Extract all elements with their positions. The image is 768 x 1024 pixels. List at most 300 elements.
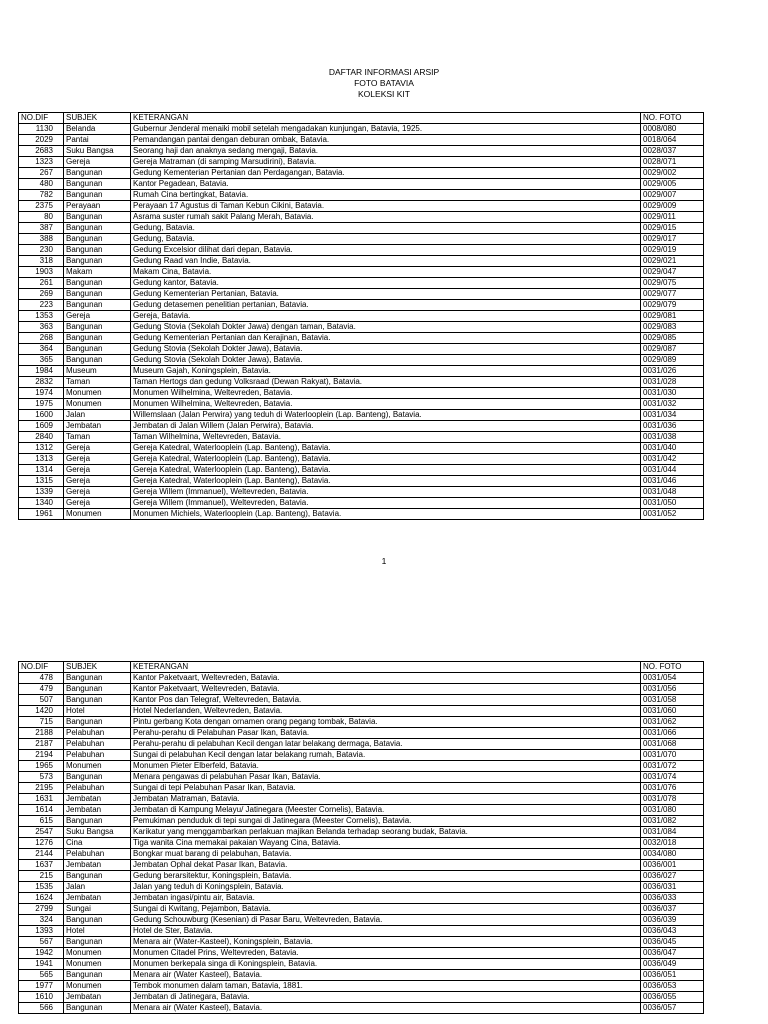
cell-keterangan: Museum Gajah, Koningsplein, Batavia. [131, 366, 641, 377]
cell-subjek: Bangunan [64, 1003, 131, 1014]
table-row [19, 981, 704, 992]
column-header-subjek: SUBJEK [64, 113, 131, 124]
table-row [19, 476, 704, 487]
cell-no-foto: 0036/039 [641, 915, 704, 926]
cell-keterangan: Monumen Wilhelmina, Weltevreden, Batavia. [131, 388, 641, 399]
cell-no-foto: 0029/015 [641, 223, 704, 234]
cell-keterangan: Kantor Paketvaart, Weltevreden, Batavia. [131, 673, 641, 684]
table-row [19, 728, 704, 739]
table-row [19, 849, 704, 860]
table-row [19, 926, 704, 937]
cell-subjek: Bangunan [64, 684, 131, 695]
cell-no-foto: 0031/032 [641, 399, 704, 410]
cell-no-foto: 0031/042 [641, 454, 704, 465]
cell-no-dif: 363 [19, 322, 64, 333]
cell-no-dif: 267 [19, 168, 64, 179]
cell-no-foto: 0031/076 [641, 783, 704, 794]
table-row [19, 487, 704, 498]
cell-no-dif: 1420 [19, 706, 64, 717]
cell-no-foto: 0031/082 [641, 816, 704, 827]
cell-keterangan: Sungai di Kwitang, Pejambon, Batavia. [131, 904, 641, 915]
document-header [0, 67, 768, 100]
cell-keterangan: Taman Hertogs dan gedung Volksraad (Dewan Rakyat), Batavia. [131, 377, 641, 388]
cell-subjek: Bangunan [64, 695, 131, 706]
table-row [19, 454, 704, 465]
table-row [19, 179, 704, 190]
cell-keterangan: Gedung kantor, Batavia. [131, 278, 641, 289]
cell-subjek: Bangunan [64, 344, 131, 355]
cell-no-dif: 324 [19, 915, 64, 926]
cell-keterangan: Seorang haji dan anaknya sedang mengaji, Batavia. [131, 146, 641, 157]
header-collection: KOLEKSI KIT [358, 89, 410, 99]
table-row [19, 739, 704, 750]
table-row [19, 443, 704, 454]
cell-no-dif: 1339 [19, 487, 64, 498]
cell-subjek: Jembatan [64, 893, 131, 904]
cell-no-foto: 0031/040 [641, 443, 704, 454]
header-title: DAFTAR INFORMASI ARSIP [328, 67, 440, 77]
cell-keterangan: Gereja, Batavia. [131, 311, 641, 322]
cell-subjek: Museum [64, 366, 131, 377]
table-row [19, 388, 704, 399]
cell-subjek: Cina [64, 838, 131, 849]
cell-no-dif: 615 [19, 816, 64, 827]
cell-no-foto: 0031/036 [641, 421, 704, 432]
cell-no-foto: 0036/031 [641, 882, 704, 893]
cell-keterangan: Jembatan di Jatinegara, Batavia. [131, 992, 641, 1003]
cell-keterangan: Jalan yang teduh di Koningsplein, Batavia. [131, 882, 641, 893]
cell-no-dif: 1600 [19, 410, 64, 421]
cell-no-foto: 0031/052 [641, 509, 704, 520]
cell-keterangan: Tiga wanita Cina memakai pakaian Wayang Cina, Batavia. [131, 838, 641, 849]
cell-no-dif: 479 [19, 684, 64, 695]
cell-subjek: Hotel [64, 926, 131, 937]
table-row [19, 432, 704, 443]
cell-no-dif: 1340 [19, 498, 64, 509]
cell-no-foto: 0028/037 [641, 146, 704, 157]
cell-no-dif: 1610 [19, 992, 64, 1003]
cell-no-dif: 215 [19, 871, 64, 882]
cell-keterangan: Kantor Pegadean, Batavia. [131, 179, 641, 190]
cell-no-dif: 318 [19, 256, 64, 267]
cell-no-dif: 565 [19, 970, 64, 981]
cell-keterangan: Hotel de Ster, Batavia. [131, 926, 641, 937]
table-row [19, 322, 704, 333]
cell-no-dif: 387 [19, 223, 64, 234]
cell-no-dif: 2375 [19, 201, 64, 212]
cell-no-foto: 0036/037 [641, 904, 704, 915]
cell-no-dif: 269 [19, 289, 64, 300]
table-row [19, 805, 704, 816]
table-row [19, 871, 704, 882]
cell-subjek: Bangunan [64, 871, 131, 882]
cell-keterangan: Sungai di pelabuhan Kecil dengan latar belakang rumah, Batavia. [131, 750, 641, 761]
cell-no-dif: 1535 [19, 882, 64, 893]
cell-no-dif: 1313 [19, 454, 64, 465]
table-row [19, 355, 704, 366]
cell-subjek: Belanda [64, 124, 131, 135]
cell-subjek: Bangunan [64, 300, 131, 311]
cell-subjek: Monumen [64, 509, 131, 520]
cell-no-dif: 223 [19, 300, 64, 311]
cell-keterangan: Perahu-perahu di Pelabuhan Pasar Ikan, Batavia. [131, 728, 641, 739]
cell-subjek: Jalan [64, 882, 131, 893]
cell-subjek: Taman [64, 377, 131, 388]
archive-table-page-1 [18, 112, 704, 520]
cell-no-foto: 0029/021 [641, 256, 704, 267]
cell-no-dif: 1276 [19, 838, 64, 849]
cell-no-foto: 0029/011 [641, 212, 704, 223]
cell-no-foto: 0036/045 [641, 937, 704, 948]
table-row [19, 794, 704, 805]
cell-no-foto: 0036/027 [641, 871, 704, 882]
cell-no-dif: 388 [19, 234, 64, 245]
cell-no-foto: 0036/043 [641, 926, 704, 937]
table-row [19, 915, 704, 926]
cell-keterangan: Monumen Citadel Prins, Weltevreden, Batavia. [131, 948, 641, 959]
cell-no-foto: 0031/068 [641, 739, 704, 750]
cell-subjek: Bangunan [64, 179, 131, 190]
cell-keterangan: Monumen Michiels, Waterlooplein (Lap. Banteng), Batavia. [131, 509, 641, 520]
cell-subjek: Hotel [64, 706, 131, 717]
cell-keterangan: Jembatan ingasi/pintu air, Batavia. [131, 893, 641, 904]
cell-no-dif: 365 [19, 355, 64, 366]
table-row [19, 377, 704, 388]
table-row [19, 267, 704, 278]
cell-no-dif: 2029 [19, 135, 64, 146]
cell-subjek: Bangunan [64, 212, 131, 223]
table-row [19, 223, 704, 234]
cell-keterangan: Jembatan di Jalan Willem (Jalan Perwira), Batavia. [131, 421, 641, 432]
cell-keterangan: Asrama suster rumah sakit Palang Merah, Batavia. [131, 212, 641, 223]
cell-no-foto: 0031/062 [641, 717, 704, 728]
cell-no-foto: 0031/028 [641, 377, 704, 388]
cell-subjek: Gereja [64, 157, 131, 168]
column-header-no-dif: NO.DIF [19, 113, 64, 124]
cell-no-dif: 1974 [19, 388, 64, 399]
cell-subjek: Monumen [64, 981, 131, 992]
cell-no-dif: 2683 [19, 146, 64, 157]
cell-no-foto: 0008/080 [641, 124, 704, 135]
table-row [19, 948, 704, 959]
cell-keterangan: Gedung Stovia (Sekolah Dokter Jawa) dengan taman, Batavia. [131, 322, 641, 333]
cell-keterangan: Gedung Excelsior dilihat dari depan, Batavia. [131, 245, 641, 256]
cell-keterangan: Rumah Cina bertingkat, Batavia. [131, 190, 641, 201]
column-header-subjek: SUBJEK [64, 662, 131, 673]
table-row [19, 706, 704, 717]
table-row [19, 410, 704, 421]
cell-no-dif: 2194 [19, 750, 64, 761]
table-row [19, 366, 704, 377]
cell-no-dif: 1961 [19, 509, 64, 520]
cell-subjek: Pelabuhan [64, 849, 131, 860]
cell-subjek: Pelabuhan [64, 750, 131, 761]
cell-no-dif: 2832 [19, 377, 64, 388]
cell-subjek: Gereja [64, 487, 131, 498]
header-subtitle: FOTO BATAVIA [354, 78, 414, 88]
cell-no-dif: 573 [19, 772, 64, 783]
cell-subjek: Bangunan [64, 816, 131, 827]
cell-no-dif: 1314 [19, 465, 64, 476]
table-row [19, 399, 704, 410]
cell-no-foto: 0031/054 [641, 673, 704, 684]
table-row [19, 959, 704, 970]
cell-keterangan: Monumen Pieter Elberfeld, Batavia. [131, 761, 641, 772]
cell-keterangan: Jembatan Ophal dekat Pasar Ikan, Batavia. [131, 860, 641, 871]
cell-no-foto: 0029/009 [641, 201, 704, 212]
column-header-keterangan: KETERANGAN [131, 113, 641, 124]
table-row [19, 750, 704, 761]
cell-keterangan: Perahu-perahu di pelabuhan Kecil dengan latar belakang dermaga, Batavia. [131, 739, 641, 750]
cell-no-dif: 1614 [19, 805, 64, 816]
cell-keterangan: Menara air (Water Kasteel), Batavia. [131, 1003, 641, 1014]
cell-no-dif: 1624 [19, 893, 64, 904]
cell-keterangan: Gedung Schouwburg (Kesenian) di Pasar Baru, Weltevreden, Batavia. [131, 915, 641, 926]
cell-subjek: Bangunan [64, 970, 131, 981]
cell-subjek: Jembatan [64, 421, 131, 432]
cell-subjek: Gereja [64, 454, 131, 465]
cell-no-dif: 1965 [19, 761, 64, 772]
table-row [19, 992, 704, 1003]
cell-no-foto: 0029/087 [641, 344, 704, 355]
cell-keterangan: Gedung Kementerian Pertanian, Batavia. [131, 289, 641, 300]
table-row [19, 904, 704, 915]
cell-no-dif: 1353 [19, 311, 64, 322]
cell-subjek: Pelabuhan [64, 728, 131, 739]
cell-subjek: Suku Bangsa [64, 146, 131, 157]
cell-no-dif: 1977 [19, 981, 64, 992]
cell-subjek: Bangunan [64, 245, 131, 256]
table-row [19, 278, 704, 289]
cell-subjek: Monumen [64, 948, 131, 959]
cell-no-foto: 0031/030 [641, 388, 704, 399]
cell-no-foto: 0029/007 [641, 190, 704, 201]
cell-no-foto: 0028/071 [641, 157, 704, 168]
cell-no-foto: 0029/077 [641, 289, 704, 300]
cell-keterangan: Bongkar muat barang di pelabuhan, Batavia. [131, 849, 641, 860]
table-row [19, 344, 704, 355]
cell-no-foto: 0032/018 [641, 838, 704, 849]
cell-keterangan: Gereja Katedral, Waterlooplein (Lap. Banteng), Batavia. [131, 465, 641, 476]
cell-no-foto: 0029/075 [641, 278, 704, 289]
cell-no-foto: 0031/084 [641, 827, 704, 838]
cell-no-foto: 0031/070 [641, 750, 704, 761]
cell-subjek: Monumen [64, 388, 131, 399]
cell-no-foto: 0029/083 [641, 322, 704, 333]
cell-no-foto: 0031/044 [641, 465, 704, 476]
cell-keterangan: Gereja Katedral, Waterlooplein (Lap. Banteng), Batavia. [131, 443, 641, 454]
cell-subjek: Bangunan [64, 168, 131, 179]
table-row [19, 937, 704, 948]
cell-keterangan: Gedung, Batavia. [131, 223, 641, 234]
cell-keterangan: Pemukiman penduduk di tepi sungai di Jatinegara (Meester Cornelis), Batavia. [131, 816, 641, 827]
cell-no-foto: 0036/049 [641, 959, 704, 970]
cell-keterangan: Sungai di tepi Pelabuhan Pasar Ikan, Batavia. [131, 783, 641, 794]
cell-subjek: Bangunan [64, 322, 131, 333]
cell-no-foto: 0036/051 [641, 970, 704, 981]
cell-no-dif: 2188 [19, 728, 64, 739]
table-row [19, 673, 704, 684]
cell-no-dif: 230 [19, 245, 64, 256]
cell-keterangan: Karikatur yang menggambarkan perlakuan majikan Belanda terhadap seorang budak, Batavia. [131, 827, 641, 838]
cell-keterangan: Gereja Willem (Immanuel), Weltevreden, Batavia. [131, 498, 641, 509]
column-header-no-dif: NO.DIF [19, 662, 64, 673]
table-row [19, 893, 704, 904]
cell-subjek: Monumen [64, 399, 131, 410]
cell-no-foto: 0031/034 [641, 410, 704, 421]
cell-no-dif: 1312 [19, 443, 64, 454]
table-row [19, 816, 704, 827]
table-row [19, 289, 704, 300]
table-header-row [19, 662, 704, 673]
table-row [19, 146, 704, 157]
cell-no-foto: 0036/047 [641, 948, 704, 959]
cell-no-dif: 507 [19, 695, 64, 706]
cell-subjek: Suku Bangsa [64, 827, 131, 838]
cell-no-foto: 0029/047 [641, 267, 704, 278]
cell-keterangan: Gedung detasemen penelitian pertanian, Batavia. [131, 300, 641, 311]
table-row [19, 882, 704, 893]
table-row [19, 717, 704, 728]
cell-no-foto: 0029/081 [641, 311, 704, 322]
cell-keterangan: Gubernur Jenderal menaiki mobil setelah mengadakan kunjungan, Batavia, 1925. [131, 124, 641, 135]
table-row [19, 124, 704, 135]
cell-subjek: Jembatan [64, 805, 131, 816]
cell-subjek: Bangunan [64, 289, 131, 300]
table-row [19, 421, 704, 432]
cell-keterangan: Taman Wilhelmina, Weltevreden, Batavia. [131, 432, 641, 443]
cell-no-foto: 0029/089 [641, 355, 704, 366]
cell-subjek: Bangunan [64, 355, 131, 366]
cell-keterangan: Gedung Raad van Indie, Batavia. [131, 256, 641, 267]
cell-keterangan: Menara pengawas di pelabuhan Pasar Ikan, Batavia. [131, 772, 641, 783]
cell-no-dif: 782 [19, 190, 64, 201]
cell-subjek: Monumen [64, 959, 131, 970]
cell-keterangan: Hotel Nederlanden, Weltevreden, Batavia. [131, 706, 641, 717]
table-row [19, 465, 704, 476]
archive-table-page-2 [18, 661, 704, 1014]
cell-subjek: Perayaan [64, 201, 131, 212]
cell-keterangan: Menara air (Water-Kasteel), Koningsplein, Batavia. [131, 937, 641, 948]
cell-no-foto: 0031/058 [641, 695, 704, 706]
cell-no-foto: 0036/033 [641, 893, 704, 904]
cell-subjek: Sungai [64, 904, 131, 915]
cell-keterangan: Jembatan di Kampung Melayu/ Jatinegara (Meester Cornelis), Batavia. [131, 805, 641, 816]
table-row [19, 761, 704, 772]
cell-subjek: Monumen [64, 761, 131, 772]
cell-no-foto: 0029/002 [641, 168, 704, 179]
cell-keterangan: Kantor Pos dan Telegraf, Weltevreden, Batavia. [131, 695, 641, 706]
table-row [19, 212, 704, 223]
cell-no-foto: 0031/078 [641, 794, 704, 805]
cell-no-dif: 2799 [19, 904, 64, 915]
cell-subjek: Gereja [64, 443, 131, 454]
cell-keterangan: Pemandangan pantai dengan deburan ombak, Batavia. [131, 135, 641, 146]
table-row [19, 157, 704, 168]
table-row [19, 783, 704, 794]
cell-subjek: Bangunan [64, 333, 131, 344]
cell-subjek: Pelabuhan [64, 739, 131, 750]
cell-keterangan: Gedung Kementerian Pertanian dan Kerajinan, Batavia. [131, 333, 641, 344]
cell-no-dif: 80 [19, 212, 64, 223]
cell-subjek: Jembatan [64, 992, 131, 1003]
cell-keterangan: Gedung, Batavia. [131, 234, 641, 245]
cell-keterangan: Willemslaan (Jalan Perwira) yang teduh di Waterlooplein (Lap. Banteng), Batavia. [131, 410, 641, 421]
cell-keterangan: Monumen Wilhelmina, Weltevreden, Batavia. [131, 399, 641, 410]
cell-no-dif: 1637 [19, 860, 64, 871]
cell-no-dif: 715 [19, 717, 64, 728]
cell-subjek: Bangunan [64, 278, 131, 289]
table-row [19, 256, 704, 267]
cell-no-foto: 0031/074 [641, 772, 704, 783]
cell-no-foto: 0031/026 [641, 366, 704, 377]
table-row [19, 1003, 704, 1014]
table-row [19, 860, 704, 871]
cell-no-foto: 0036/057 [641, 1003, 704, 1014]
cell-no-dif: 1941 [19, 959, 64, 970]
cell-subjek: Gereja [64, 465, 131, 476]
cell-subjek: Gereja [64, 476, 131, 487]
cell-subjek: Bangunan [64, 234, 131, 245]
cell-no-dif: 1631 [19, 794, 64, 805]
table-row [19, 838, 704, 849]
table-row [19, 509, 704, 520]
cell-keterangan: Pintu gerbang Kota dengan ornamen orang pegang tombak, Batavia. [131, 717, 641, 728]
cell-keterangan: Jembatan Matraman, Batavia. [131, 794, 641, 805]
cell-subjek: Bangunan [64, 190, 131, 201]
cell-subjek: Jembatan [64, 794, 131, 805]
table-row [19, 311, 704, 322]
cell-subjek: Pelabuhan [64, 783, 131, 794]
table-row [19, 190, 704, 201]
cell-no-foto: 0029/005 [641, 179, 704, 190]
cell-subjek: Bangunan [64, 223, 131, 234]
cell-keterangan: Gereja Katedral, Waterlooplein (Lap. Banteng), Batavia. [131, 454, 641, 465]
cell-keterangan: Makam Cina, Batavia. [131, 267, 641, 278]
cell-no-foto: 0031/056 [641, 684, 704, 695]
cell-no-dif: 567 [19, 937, 64, 948]
table-row [19, 498, 704, 509]
cell-subjek: Bangunan [64, 772, 131, 783]
cell-no-foto: 0029/079 [641, 300, 704, 311]
table-row [19, 827, 704, 838]
cell-subjek: Jalan [64, 410, 131, 421]
cell-no-dif: 2187 [19, 739, 64, 750]
table-row [19, 245, 704, 256]
cell-no-dif: 261 [19, 278, 64, 289]
table-row [19, 970, 704, 981]
column-header-no-foto: NO. FOTO [641, 113, 704, 124]
cell-keterangan: Perayaan 17 Agustus di Taman Kebun Cikini, Batavia. [131, 201, 641, 212]
cell-no-foto: 0031/080 [641, 805, 704, 816]
table-row [19, 135, 704, 146]
cell-no-dif: 364 [19, 344, 64, 355]
cell-subjek: Makam [64, 267, 131, 278]
cell-no-foto: 0031/050 [641, 498, 704, 509]
cell-no-dif: 268 [19, 333, 64, 344]
cell-no-dif: 1942 [19, 948, 64, 959]
table-row [19, 234, 704, 245]
cell-subjek: Bangunan [64, 673, 131, 684]
cell-no-foto: 0034/080 [641, 849, 704, 860]
cell-no-foto: 0018/064 [641, 135, 704, 146]
cell-subjek: Gereja [64, 498, 131, 509]
cell-no-foto: 0029/017 [641, 234, 704, 245]
cell-keterangan: Gedung berarsitektur, Koningsplein, Batavia. [131, 871, 641, 882]
cell-no-dif: 478 [19, 673, 64, 684]
cell-no-foto: 0036/053 [641, 981, 704, 992]
cell-no-dif: 1609 [19, 421, 64, 432]
